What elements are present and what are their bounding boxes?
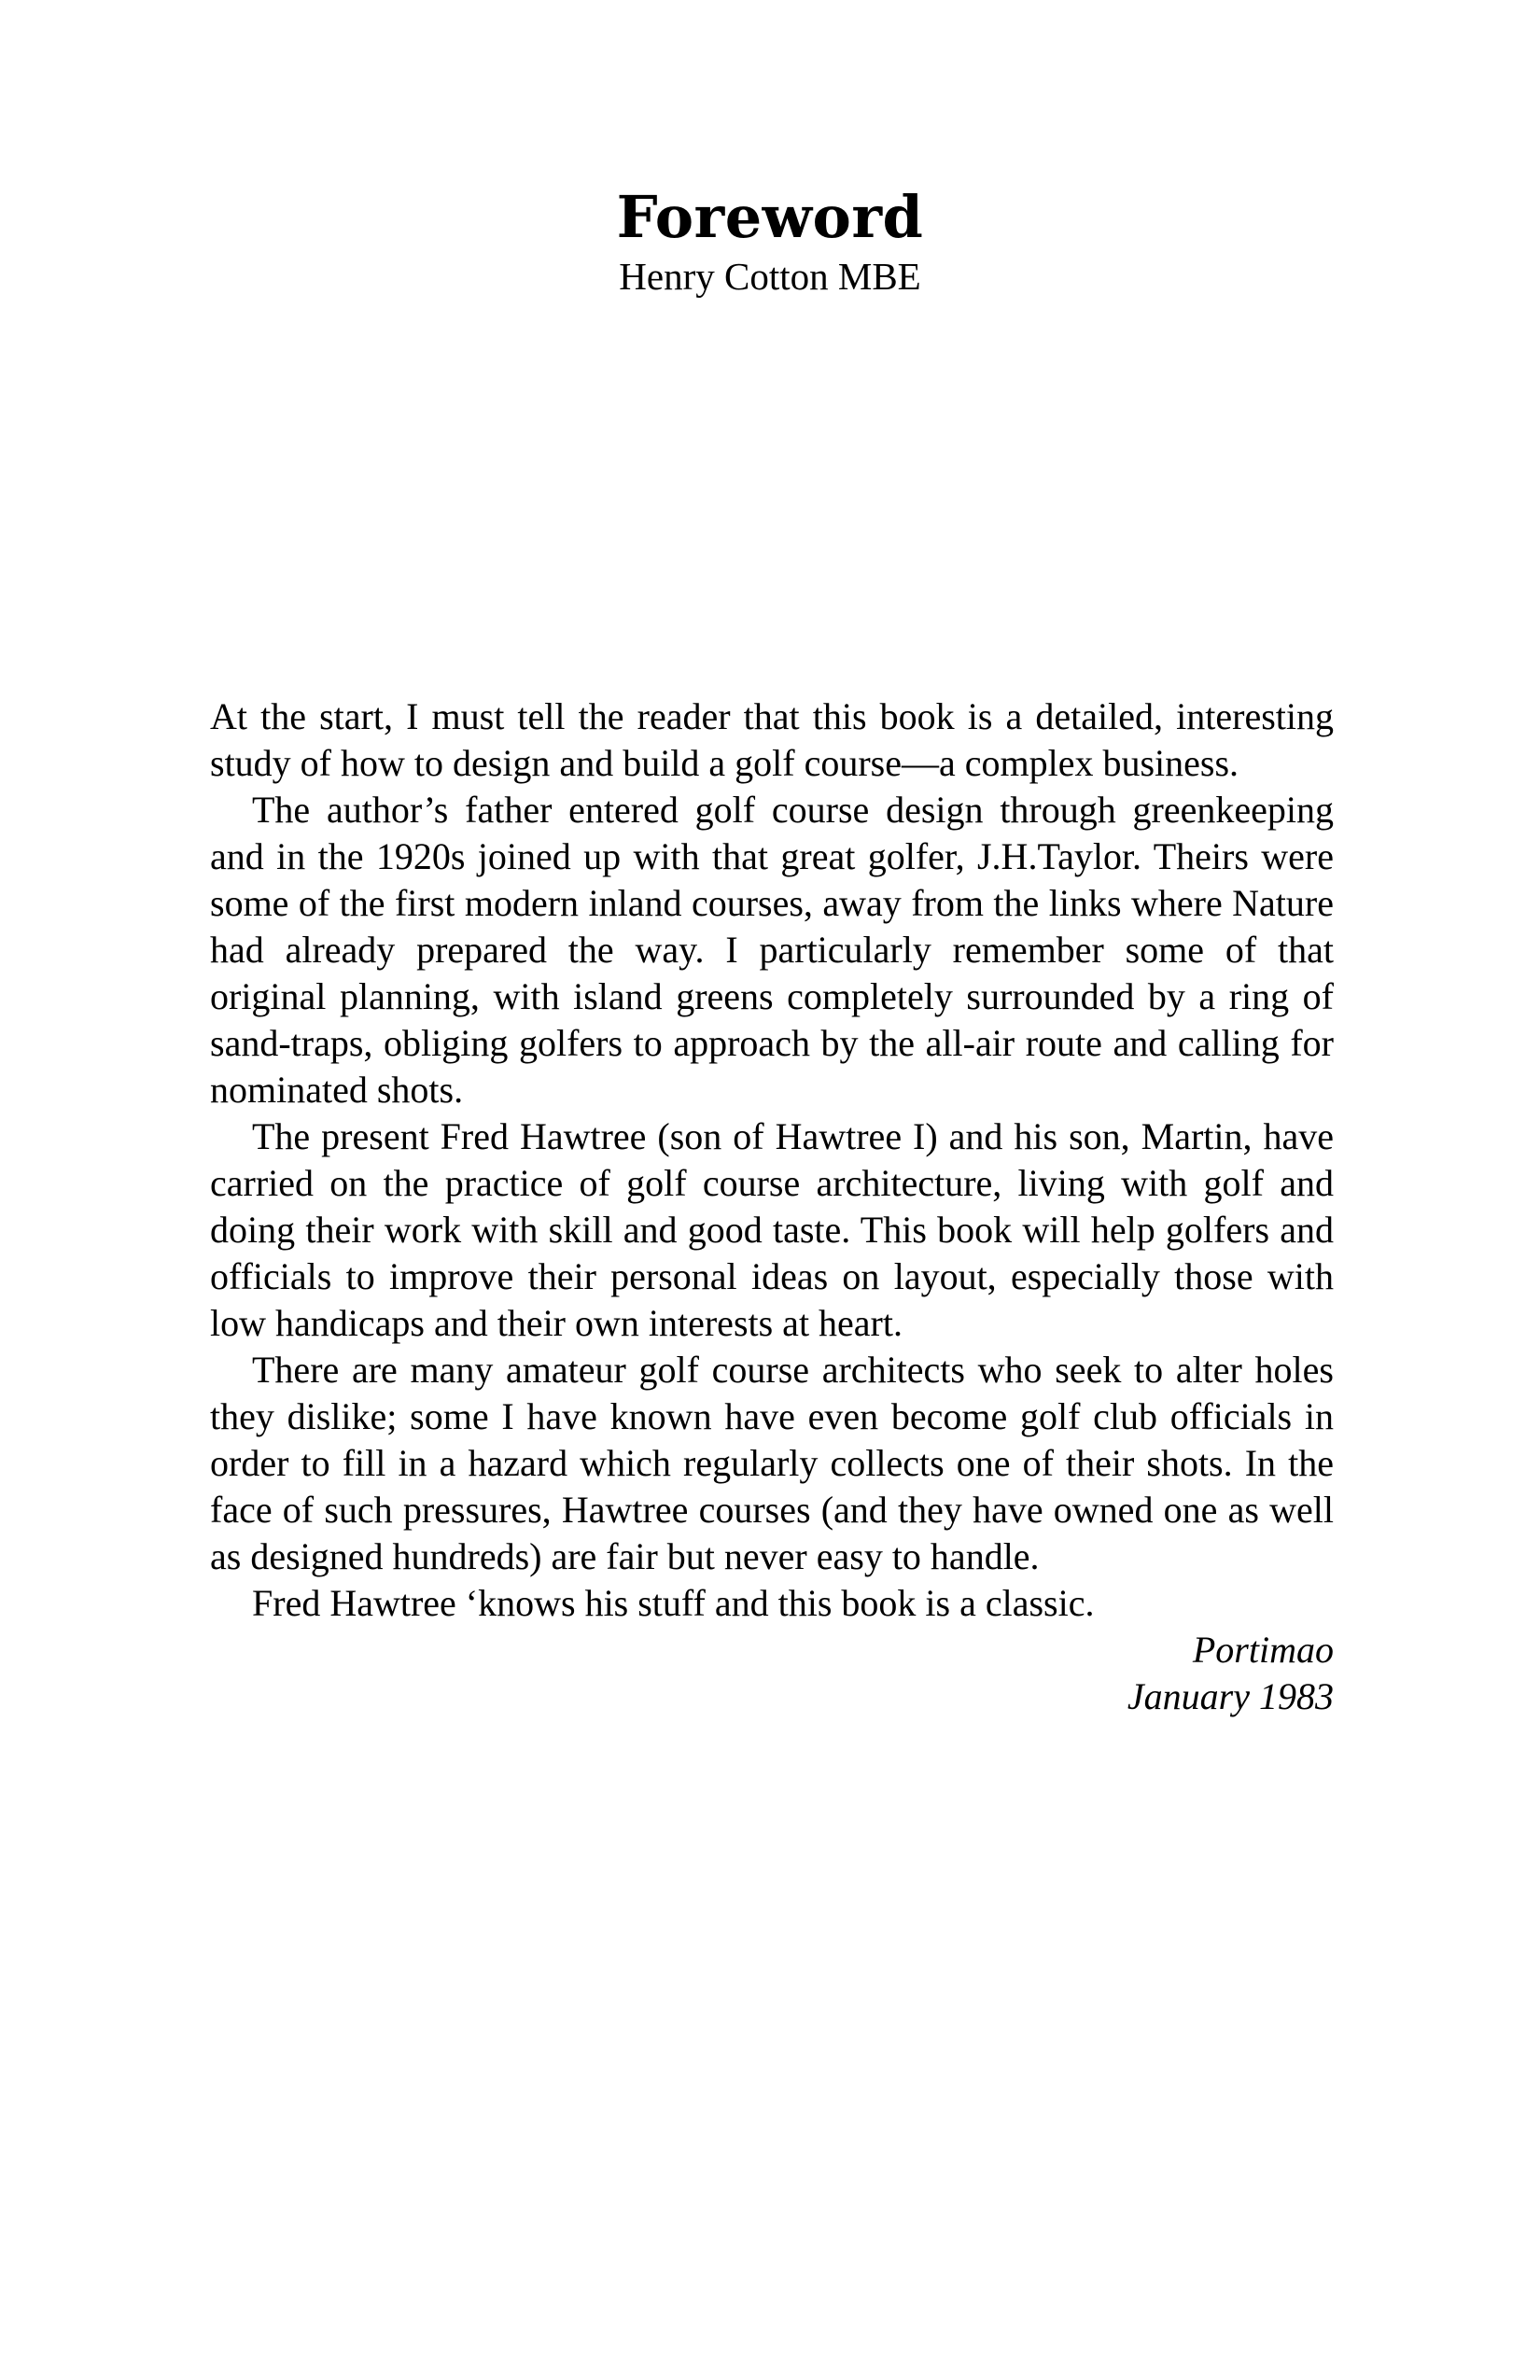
paragraph-closing: Fred Hawtree ‘knows his stuff and this book is a classic. xyxy=(252,1582,1095,1624)
paragraph-authors-father: The author’s father entered golf course design through greenkeeping and in the 1920s joined up with that great golfer, J.H.Taylor. Theirs were some of the first modern inland courses, away from the links where Nature had already prepared the way. I particularly remember some of that original planning, with island greens completely surrounded by a ring of sand-traps, obliging golfers to approach by the all-air route and calling for nominated shots. xyxy=(210,789,1334,1111)
page-title: Foreword xyxy=(616,183,924,251)
signature-place: Portimao xyxy=(1192,1629,1334,1671)
signature-date: January 1983 xyxy=(1127,1675,1334,1717)
paragraph-amateur-architects: There are many amateur golf course architects who seek to alter holes they dislike; some I have known have even become golf club officials in order to fill in a hazard which regularly collects one of their shots. In the face of such pressures, Hawtree courses (and they have owned one as well as designed hundreds) are fair but never easy to handle. xyxy=(210,1349,1334,1577)
signature-block xyxy=(210,1627,1334,1720)
foreword-body xyxy=(210,693,1334,1720)
paragraph-intro: At the start, I must tell the reader that this book is a detailed, interesting study of how to design and build a golf course—a complex business. xyxy=(210,695,1334,784)
author-name: Henry Cotton MBE xyxy=(619,255,921,298)
paragraph-present-hawtree: The present Fred Hawtree (son of Hawtree I) and his son, Martin, have carried on the practice of golf course architecture, living with golf and doing their work with skill and good taste. This book will help golfers and officials to improve their personal ideas on layout, especially those with low handicaps and their own interests at heart. xyxy=(210,1115,1334,1344)
